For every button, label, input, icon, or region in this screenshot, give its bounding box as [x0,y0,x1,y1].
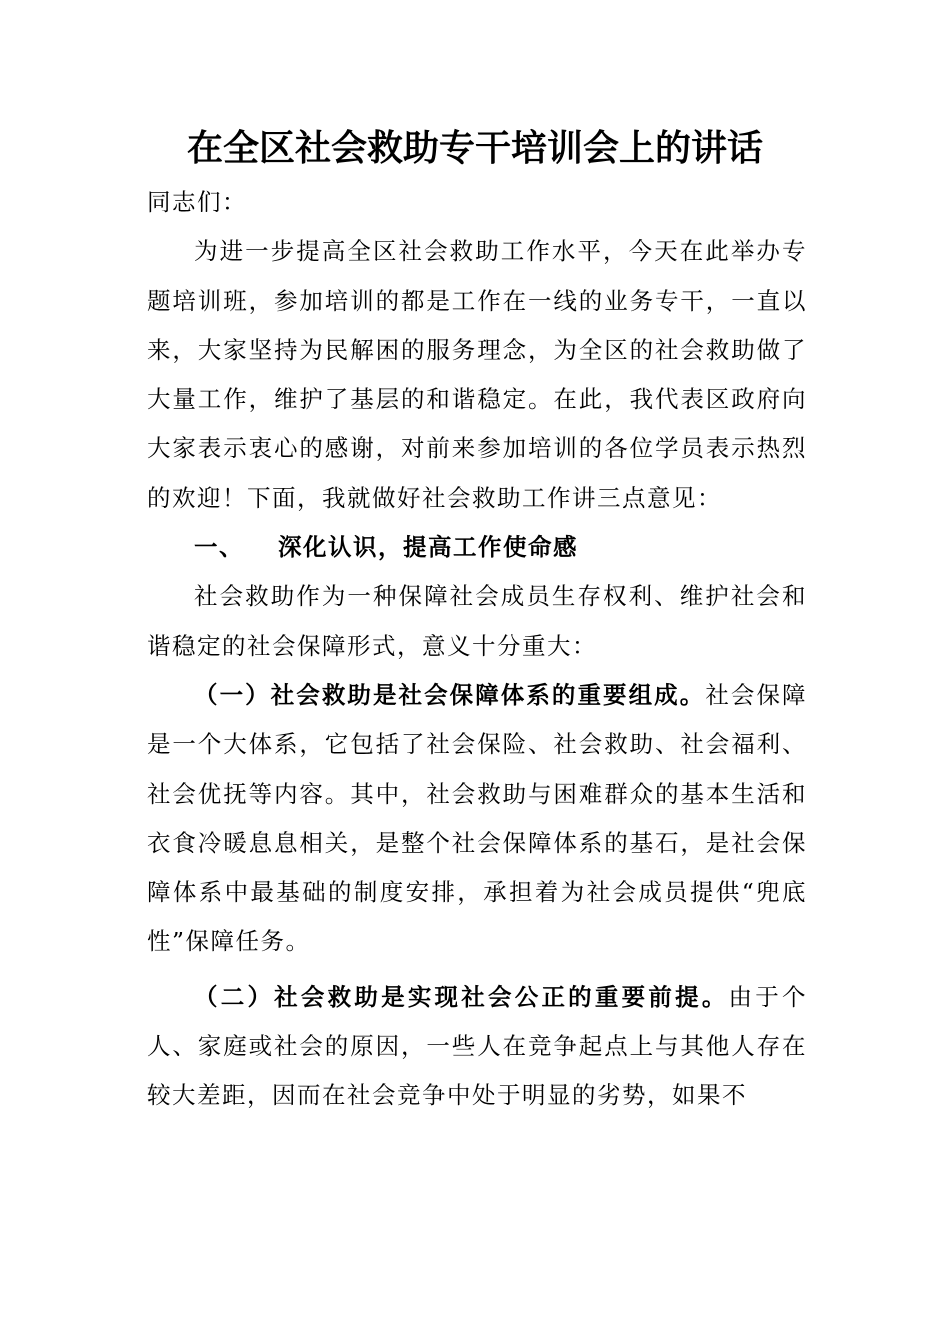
document-body [147,178,807,1121]
salutation: 同志们： [147,188,247,216]
point-two-lead: （二）社会救助是实现社会公正的重要前提。 [194,982,729,1011]
point-two-paragraph [147,973,807,1121]
section-heading-text: 深化认识，提高工作使命感 [278,533,578,562]
section-number: 一、 [194,533,244,562]
point-one-paragraph [147,671,807,967]
section-lead-paragraph: 社会救助作为一种保障社会成员生存权利、维护社会和谐稳定的社会保障形式，意义十分重大： [147,582,807,660]
point-two-body: 由于个人、家庭或社会的原因，一些人在竞争起点上与其他人存在较大差距，因而在社会竞争中处于明显的劣势，如果不 [147,982,808,1110]
section-heading [147,523,807,572]
intro-paragraph: 为进一步提高全区社会救助工作水平，今天在此举办专题培训班，参加培训的都是工作在一线的业务专干，一直以来，大家坚持为民解困的服务理念，为全区的社会救助做了大量工作，维护了基层的和谐稳定。在此，我代表区政府向大家表示衷心的感谢，对前来参加培训的各位学员表示热烈的欢迎！下面，我就做好社会救助工作讲三点意见： [147,237,807,512]
point-one-lead: （一）社会救助是社会保障体系的重要组成。 [194,680,706,709]
point-one-body: 社会保障是一个大体系，它包括了社会保险、社会救助、社会福利、社会优抚等内容。其中，社会救助与困难群众的基本生活和衣食冷暖息息相关，是整个社会保障体系的基石，是社会保障体系中最基础的制度安排，承担着为社会成员提供“兜底性”保障任务。 [147,680,808,956]
document-title: 在全区社会救助专干培训会上的讲话 [186,128,763,169]
